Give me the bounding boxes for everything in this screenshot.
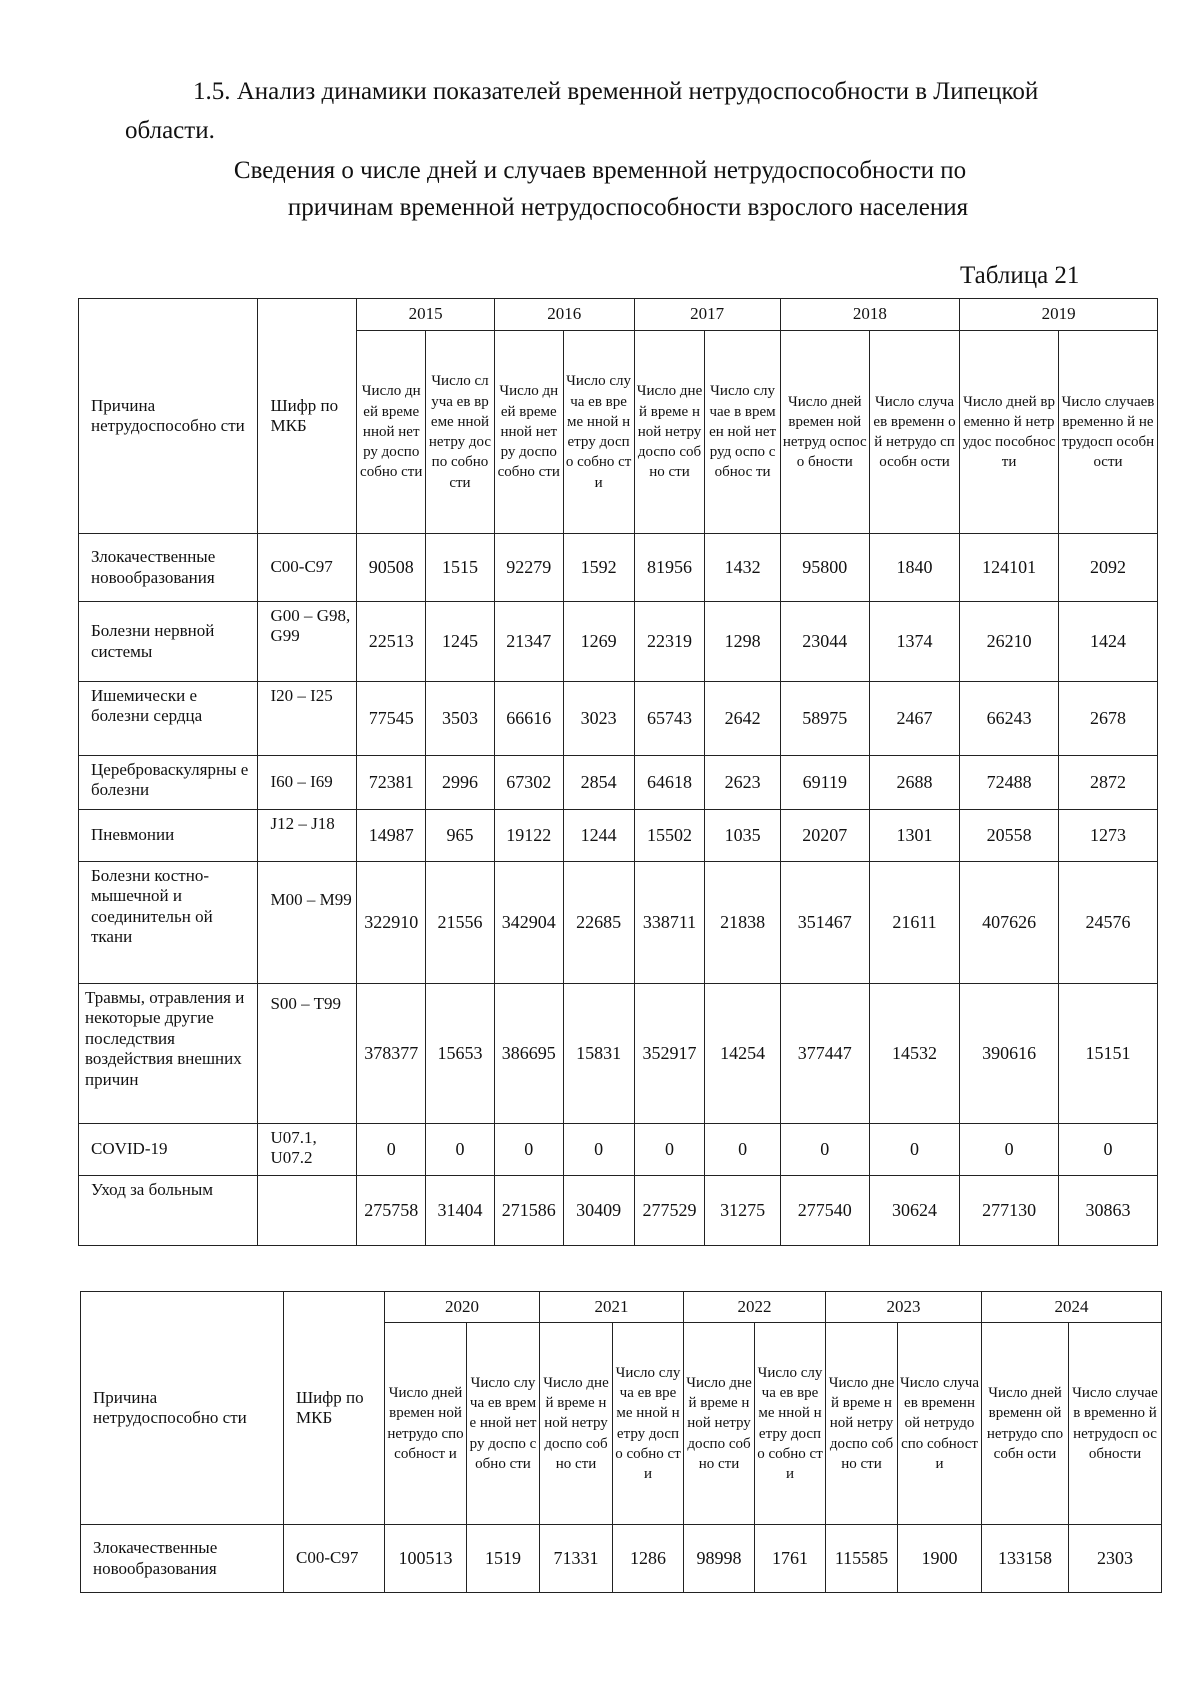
value-cell: 1298 xyxy=(705,602,780,682)
subcol-cases: Число случае в времен ной нетруд оспо собнос ти xyxy=(705,331,780,534)
subcol-days: Число дней временно й нетрудос пособнос ти xyxy=(960,331,1059,534)
value-cell: 1286 xyxy=(613,1525,684,1593)
table-subtitle-continued: причинам временной нетрудоспособности взрослого населения xyxy=(287,194,969,221)
value-cell: 1035 xyxy=(705,810,780,862)
subcol-cases: Число случа ев време нной нетру доспо собно сти xyxy=(613,1323,684,1525)
value-cell: 90508 xyxy=(357,534,426,602)
value-cell: 0 xyxy=(869,1124,959,1176)
value-cell: 271586 xyxy=(494,1176,563,1246)
value-cell: 15502 xyxy=(634,810,705,862)
incapacity-table-2015-2019 xyxy=(78,298,1158,1246)
code-cell: U07.1, U07.2 xyxy=(258,1124,357,1176)
year-header: 2023 xyxy=(826,1292,982,1323)
value-cell: 1374 xyxy=(869,602,959,682)
cause-cell: Ишемически е болезни сердца xyxy=(79,682,258,756)
value-cell: 21838 xyxy=(705,862,780,984)
value-cell: 30409 xyxy=(563,1176,634,1246)
table-subtitle: Сведения о числе дней и случаев временной нетрудоспособности по xyxy=(233,157,967,184)
subcol-cases: Число случаев временн ой нетрудо способн ости xyxy=(869,331,959,534)
value-cell: 2872 xyxy=(1059,756,1158,810)
value-cell: 31275 xyxy=(705,1176,780,1246)
cause-cell: Болезни костно- мышечной и соединительн ой ткани xyxy=(79,862,258,984)
table-row xyxy=(79,984,1158,1124)
value-cell: 1761 xyxy=(755,1525,826,1593)
value-cell: 390616 xyxy=(960,984,1059,1124)
year-header: 2020 xyxy=(385,1292,540,1323)
value-cell: 3503 xyxy=(426,682,495,756)
value-cell: 69119 xyxy=(780,756,869,810)
cause-cell: Пневмонии xyxy=(79,810,258,862)
value-cell: 22685 xyxy=(563,862,634,984)
value-cell: 15831 xyxy=(563,984,634,1124)
subcol-cases: Число случаев временн ой нетрудо спо собност и xyxy=(898,1323,982,1525)
subcol-cases: Число случа ев време нной нетру доспо собно сти xyxy=(467,1323,540,1525)
year-header: 2024 xyxy=(982,1292,1162,1323)
code-cell: C00-C97 xyxy=(258,534,357,602)
header-cause: Причина нетрудоспособно сти xyxy=(79,299,258,534)
value-cell: 378377 xyxy=(357,984,426,1124)
value-cell: 965 xyxy=(426,810,495,862)
year-header: 2022 xyxy=(684,1292,826,1323)
code-cell: G00 – G98, G99 xyxy=(258,602,357,682)
value-cell: 65743 xyxy=(634,682,705,756)
value-cell: 71331 xyxy=(540,1525,613,1593)
value-cell: 0 xyxy=(494,1124,563,1176)
value-cell: 77545 xyxy=(357,682,426,756)
value-cell: 2688 xyxy=(869,756,959,810)
value-cell: 1840 xyxy=(869,534,959,602)
header-cause: Причина нетрудоспособно сти xyxy=(81,1292,284,1525)
value-cell: 67302 xyxy=(494,756,563,810)
value-cell: 66616 xyxy=(494,682,563,756)
code-cell: S00 – T99 xyxy=(258,984,357,1124)
value-cell: 338711 xyxy=(634,862,705,984)
value-cell: 0 xyxy=(357,1124,426,1176)
value-cell: 377447 xyxy=(780,984,869,1124)
subcol-days: Число дней време нной нетру доспо собно сти xyxy=(494,331,563,534)
value-cell: 1424 xyxy=(1059,602,1158,682)
value-cell: 0 xyxy=(705,1124,780,1176)
value-cell: 407626 xyxy=(960,862,1059,984)
section-title: 1.5. Анализ динамики показателей временной нетрудоспособности в Липецкой xyxy=(193,78,1039,105)
value-cell: 0 xyxy=(426,1124,495,1176)
value-cell: 21611 xyxy=(869,862,959,984)
year-header-row xyxy=(79,299,1158,331)
subcol-days: Число дней време нной нетру доспо собно сти xyxy=(540,1323,613,1525)
code-cell: J12 – J18 xyxy=(258,810,357,862)
value-cell: 2092 xyxy=(1059,534,1158,602)
year-header: 2015 xyxy=(357,299,495,331)
value-cell: 322910 xyxy=(357,862,426,984)
section-title-continued: области. xyxy=(125,117,215,144)
year-header: 2019 xyxy=(960,299,1158,331)
value-cell: 58975 xyxy=(780,682,869,756)
value-cell: 2303 xyxy=(1069,1525,1162,1593)
value-cell: 0 xyxy=(780,1124,869,1176)
value-cell: 26210 xyxy=(960,602,1059,682)
cause-cell: Злокачественные новообразования xyxy=(81,1525,284,1593)
value-cell: 277130 xyxy=(960,1176,1059,1246)
value-cell: 2642 xyxy=(705,682,780,756)
value-cell: 351467 xyxy=(780,862,869,984)
table-row xyxy=(79,682,1158,756)
subcol-cases: Число случаев временно й нетрудосп особности xyxy=(1059,331,1158,534)
code-cell: I60 – I69 xyxy=(258,756,357,810)
cause-cell: Злокачественные новообразования xyxy=(79,534,258,602)
subcol-cases: Число случаев временно й нетрудосп особности xyxy=(1069,1323,1162,1525)
table-row xyxy=(81,1525,1162,1593)
table-row xyxy=(79,756,1158,810)
value-cell: 2854 xyxy=(563,756,634,810)
value-cell: 386695 xyxy=(494,984,563,1124)
value-cell: 0 xyxy=(960,1124,1059,1176)
table-row xyxy=(79,1124,1158,1176)
value-cell: 1301 xyxy=(869,810,959,862)
value-cell: 277529 xyxy=(634,1176,705,1246)
table-row xyxy=(79,602,1158,682)
subcol-days: Число дней временн ой нетрудо способн ости xyxy=(982,1323,1069,1525)
value-cell: 0 xyxy=(563,1124,634,1176)
value-cell: 1273 xyxy=(1059,810,1158,862)
subcol-cases: Число случа ев време нной нетру доспо собно сти xyxy=(426,331,495,534)
value-cell: 1244 xyxy=(563,810,634,862)
value-cell: 30863 xyxy=(1059,1176,1158,1246)
code-cell xyxy=(258,1176,357,1246)
subcol-days: Число дней време нной нетру доспо собно сти xyxy=(684,1323,755,1525)
value-cell: 66243 xyxy=(960,682,1059,756)
value-cell: 1432 xyxy=(705,534,780,602)
value-cell: 15151 xyxy=(1059,984,1158,1124)
table-row xyxy=(79,534,1158,602)
value-cell: 72488 xyxy=(960,756,1059,810)
value-cell: 0 xyxy=(1059,1124,1158,1176)
value-cell: 2467 xyxy=(869,682,959,756)
value-cell: 342904 xyxy=(494,862,563,984)
value-cell: 21556 xyxy=(426,862,495,984)
table-row xyxy=(79,810,1158,862)
cause-cell: Уход за больным xyxy=(79,1176,258,1246)
subcol-cases: Число случа ев време нной нетру доспо собно сти xyxy=(563,331,634,534)
value-cell: 100513 xyxy=(385,1525,467,1593)
code-cell: M00 – M99 xyxy=(258,862,357,984)
value-cell: 14254 xyxy=(705,984,780,1124)
table-row xyxy=(79,862,1158,984)
value-cell: 2678 xyxy=(1059,682,1158,756)
value-cell: 22513 xyxy=(357,602,426,682)
value-cell: 98998 xyxy=(684,1525,755,1593)
year-header: 2021 xyxy=(540,1292,684,1323)
table-row xyxy=(79,1176,1158,1246)
value-cell: 277540 xyxy=(780,1176,869,1246)
value-cell: 133158 xyxy=(982,1525,1069,1593)
year-header: 2018 xyxy=(780,299,959,331)
subcol-days: Число дней времен ной нетруд оспосо бности xyxy=(780,331,869,534)
value-cell: 1592 xyxy=(563,534,634,602)
value-cell: 64618 xyxy=(634,756,705,810)
year-header: 2016 xyxy=(494,299,634,331)
value-cell: 14532 xyxy=(869,984,959,1124)
year-header-row xyxy=(81,1292,1162,1323)
cause-cell: COVID-19 xyxy=(79,1124,258,1176)
subcol-days: Число дней време нной нетру доспо собно сти xyxy=(634,331,705,534)
cause-cell: Травмы, отравления и некоторые другие последствия воздействия внешних причин xyxy=(79,984,258,1124)
value-cell: 19122 xyxy=(494,810,563,862)
value-cell: 30624 xyxy=(869,1176,959,1246)
subcol-days: Число дней времен ной нетрудо спо собност и xyxy=(385,1323,467,1525)
value-cell: 2623 xyxy=(705,756,780,810)
code-cell: C00-C97 xyxy=(284,1525,385,1593)
value-cell: 352917 xyxy=(634,984,705,1124)
value-cell: 72381 xyxy=(357,756,426,810)
header-code: Шифр по МКБ xyxy=(284,1292,385,1525)
value-cell: 15653 xyxy=(426,984,495,1124)
value-cell: 81956 xyxy=(634,534,705,602)
value-cell: 3023 xyxy=(563,682,634,756)
value-cell: 275758 xyxy=(357,1176,426,1246)
incapacity-table-2020-2024 xyxy=(80,1291,1162,1593)
subcol-cases: Число случа ев време нной нетру доспо собно сти xyxy=(755,1323,826,1525)
table-label: Таблица 21 xyxy=(960,262,1080,289)
value-cell: 22319 xyxy=(634,602,705,682)
value-cell: 0 xyxy=(634,1124,705,1176)
value-cell: 124101 xyxy=(960,534,1059,602)
value-cell: 31404 xyxy=(426,1176,495,1246)
value-cell: 21347 xyxy=(494,602,563,682)
subcol-days: Число дней време нной нетру доспо собно сти xyxy=(357,331,426,534)
code-cell: I20 – I25 xyxy=(258,682,357,756)
value-cell: 2996 xyxy=(426,756,495,810)
value-cell: 1515 xyxy=(426,534,495,602)
value-cell: 14987 xyxy=(357,810,426,862)
value-cell: 1519 xyxy=(467,1525,540,1593)
year-header: 2017 xyxy=(634,299,780,331)
value-cell: 20558 xyxy=(960,810,1059,862)
header-code: Шифр по МКБ xyxy=(258,299,357,534)
value-cell: 20207 xyxy=(780,810,869,862)
value-cell: 1900 xyxy=(898,1525,982,1593)
value-cell: 92279 xyxy=(494,534,563,602)
value-cell: 23044 xyxy=(780,602,869,682)
value-cell: 115585 xyxy=(826,1525,898,1593)
cause-cell: Болезни нервной системы xyxy=(79,602,258,682)
value-cell: 1269 xyxy=(563,602,634,682)
subcol-days: Число дней време нной нетру доспо собно сти xyxy=(826,1323,898,1525)
value-cell: 1245 xyxy=(426,602,495,682)
table1-body xyxy=(79,299,1158,1246)
table2-body xyxy=(81,1292,1162,1593)
cause-cell: Цереброваскулярны е болезни xyxy=(79,756,258,810)
value-cell: 95800 xyxy=(780,534,869,602)
value-cell: 24576 xyxy=(1059,862,1158,984)
